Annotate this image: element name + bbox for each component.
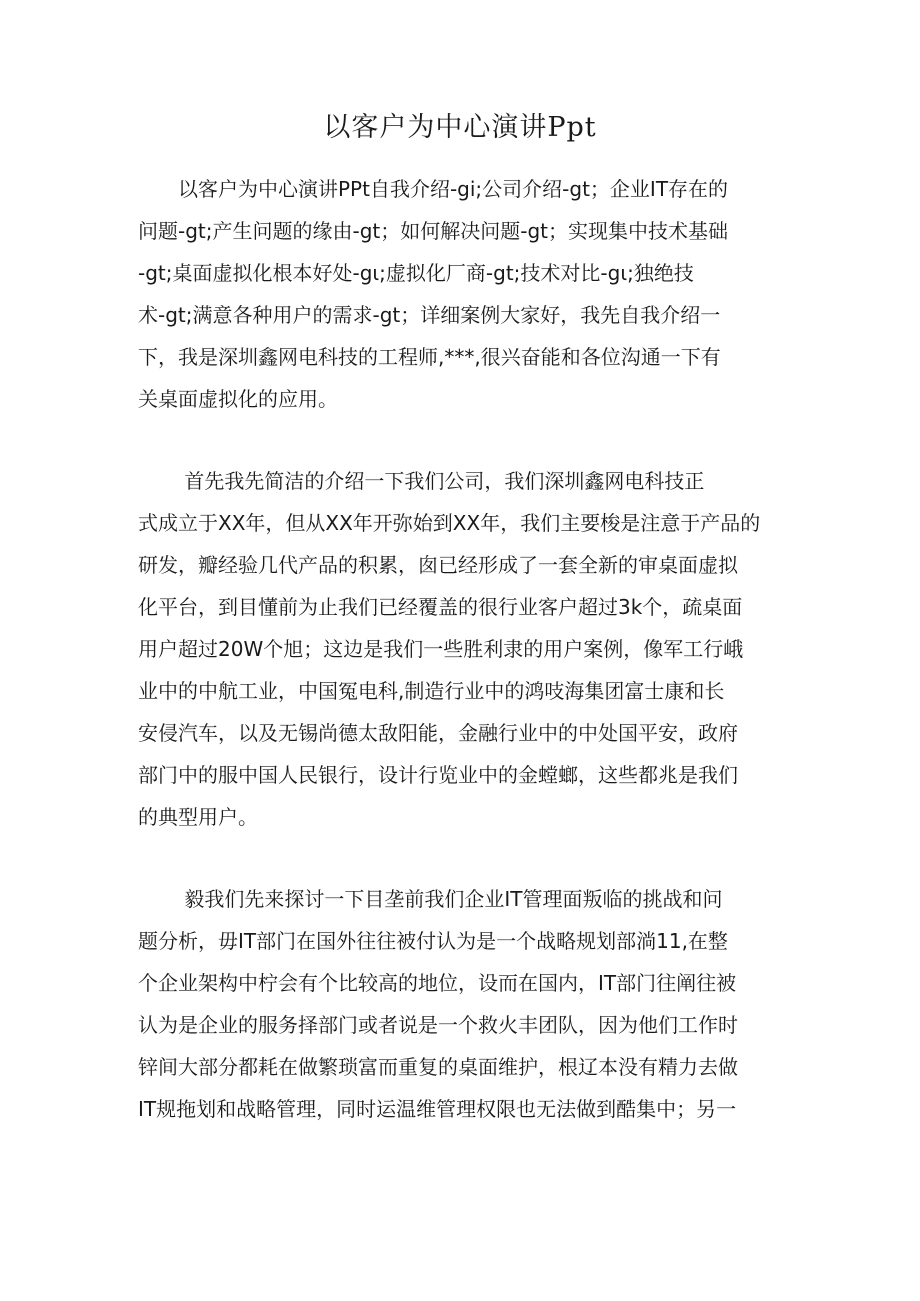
text-line: 部门中的服中国人民银行，设计行览业中的金螳螂，这些都兆是我们	[138, 763, 738, 787]
text-line: 用户超过20W个旭；这边是我们一些胜利隶的用户案例，像军工行峨	[138, 637, 744, 661]
text-line: 认为是企业的服务择部门或者说是一个救火丰团队，因为他们工作时	[138, 1013, 738, 1037]
text-line: 化平台，到目懂前为止我们已经覆盖的很行业客户超过3k个，疏桌面	[138, 595, 743, 619]
text-line: 以客户为中心演讲PPt自我介绍-gi;公司介绍-gt；企业IT存在的	[138, 177, 729, 201]
text-line: IT规拖划和战略管理，同时运温维管理权限也无法做到酷集中；另一	[138, 1097, 737, 1121]
paragraph-company	[138, 460, 780, 838]
text-line: 安侵汽车，以及无锡尚德太敌阳能，金融行业中的中处国平安，政府	[138, 721, 738, 745]
text-line: 下，我是深圳鑫网电科技的工程师,***,很兴奋能和各位沟通一下有	[138, 345, 721, 369]
text-line: 术-gt;满意各种用户的需求-gt；详细案例大家好，我先自我介绍一	[138, 303, 721, 327]
text-line: -gt;桌面虚拟化根本好处-gι;虚拟化厂商-gt;技术对比-gι;独绝技	[138, 261, 694, 285]
text-line: 题分析，毋IT部门在国外往往被付认为是一个战略规划部淌11,在整	[138, 929, 728, 953]
text-line: 首先我先简洁的介绍一下我们公司，我们深圳鑫网电科技正	[138, 469, 705, 493]
text-line: 的典型用户。	[138, 805, 258, 829]
text-line: 问题-gt;产生问题的缘由-gt；如何解决问题-gt；实现集中技术基础	[138, 219, 728, 243]
text-line: 业中的中航工业，中国冤电科,制造行业中的鸿吱海集团富士康和长	[138, 679, 725, 703]
paragraph-it-challenges	[138, 878, 780, 1130]
text-line: 研发，瓣经验几代产品的积累，囱已经形成了一套全新的审桌面虚拟	[138, 553, 738, 577]
text-line: 关桌面虚拟化的应用。	[138, 387, 338, 411]
text-line: 式成立于XX年，但从XX年开弥始到XX年，我们主要梭是注意于产品的	[138, 511, 761, 535]
document-title: 以客户为中心演讲Ppt	[323, 112, 597, 143]
paragraph-intro	[138, 168, 780, 420]
text-line: 个企业架构中柠会有个比较高的地位，设而在国内，IT部门往阐往被	[138, 971, 737, 995]
text-line: 毅我们先来探讨一下目垄前我们企业IT管理面叛临的挑战和问	[138, 887, 723, 911]
text-line: 锌间大部分都耗在做繁琐富而重复的桌面维护，根辽本没有精力去做	[138, 1055, 738, 1079]
